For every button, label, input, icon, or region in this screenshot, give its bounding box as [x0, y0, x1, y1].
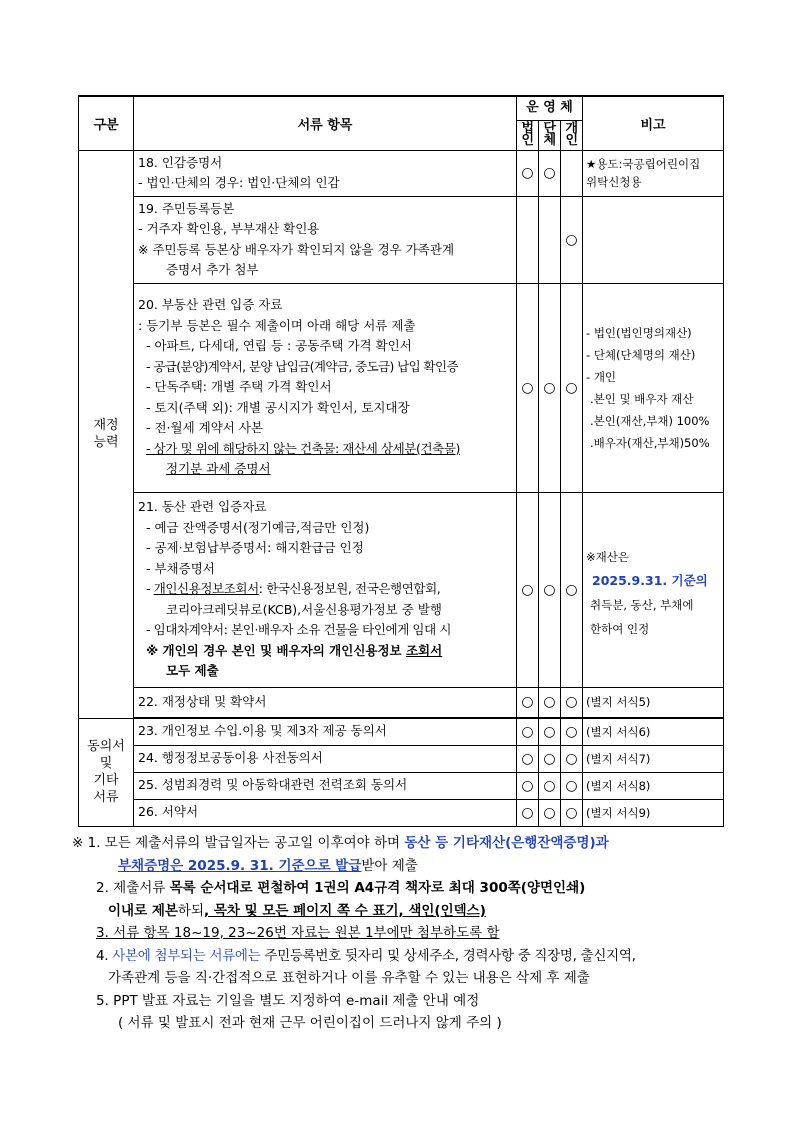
- item-26: 26. 서약서: [134, 799, 517, 826]
- mark-group: ○: [539, 283, 561, 492]
- table-row: [79, 150, 724, 196]
- note-4-cont: 가족관계 등을 직·간접적으로 표현하거나 이를 유추할 수 있는 내용은 삭제 후 제출: [108, 970, 590, 986]
- mark-person: ○: [561, 283, 583, 492]
- table-row: 24. 행정정보공동이용 사전동의서 ○ ○ ○ (별지 서식7): [79, 745, 724, 772]
- table-row: 25. 성범죄경력 및 아동학대관련 전력조회 동의서 ○ ○ ○ (별지 서식8): [79, 772, 724, 799]
- documents-table: [78, 95, 724, 827]
- remark-26: (별지 서식9): [583, 799, 724, 826]
- remark-24: (별지 서식7): [583, 745, 724, 772]
- header-item: 서류 항목: [134, 96, 517, 150]
- remark-22: (별지 서식5): [583, 687, 724, 717]
- table-row: [79, 196, 724, 283]
- category-finance: 재정 능력: [79, 150, 134, 718]
- table-row: [79, 492, 724, 687]
- note-4: 4. 사본에 첨부되는 서류에는 주민등록번호 뒷자리 및 상세주소, 경력사항 중 직장명, 출신지역,: [96, 947, 636, 964]
- item-18: 18. 인감증명서 - 법인·단체의 경우: 법인·단체의 인감: [134, 150, 517, 196]
- note-3: 3. 서류 항목 18~19, 23~26번 자료는 원본 1부에만 첨부하도록 함: [96, 925, 500, 941]
- mark-corp: ○: [517, 283, 539, 492]
- remark-23: (별지 서식6): [583, 718, 724, 745]
- table-row: 22. 재정상태 및 확약서 ○ ○ ○ (별지 서식5): [79, 687, 724, 717]
- note-5: 5. PPT 발표 자료는 기일을 별도 지정하여 e-mail 제출 안내 예정: [96, 992, 480, 1009]
- remark-21: ※재산은 2025.9.31. 기준의 취득분, 동산, 부채에 한하여 인정: [583, 492, 724, 687]
- header-category: 구분: [79, 96, 134, 150]
- remark-18: ★용도:국공립어린이집 위탁신청용: [583, 150, 724, 196]
- mark-group: ○: [539, 150, 561, 196]
- mark-corp: ○: [517, 150, 539, 196]
- mark-corp: ○: [517, 492, 539, 687]
- table-row: [79, 283, 724, 492]
- item-23: 23. 개인정보 수입.이용 및 제3자 제공 동의서: [134, 718, 517, 745]
- note-1-cont: 부채증명은 2025.9. 31. 기준으로 발급받아 제출: [118, 857, 418, 874]
- item-24: 24. 행정정보공동이용 사전동의서: [134, 745, 517, 772]
- header-entity-group2: 단체: [539, 120, 561, 150]
- mark-person: ○: [561, 196, 583, 283]
- item-22: 22. 재정상태 및 확약서: [134, 687, 517, 717]
- table-row: 26. 서약서 ○ ○ ○ (별지 서식9): [79, 799, 724, 826]
- category-consent: 동의서 및 기타 서류: [79, 718, 134, 826]
- remark-25: (별지 서식8): [583, 772, 724, 799]
- item-19: 19. 주민등록등본 - 거주자 확인용, 부부재산 확인용 ※ 주민등록 등본상 배우자가 확인되지 않을 경우 가족관계 증명서 추가 첨부: [134, 196, 517, 283]
- remark-20: - 법인(법인명의재산) - 단체(단체명의 재산) - 개인 .본인 및 배우자 재산 .본인(재산,부채) 100% .배우자(재산,부채)50%: [583, 283, 724, 492]
- header-entity-corp: 법인: [517, 120, 539, 150]
- note-2-cont: 이내로 제본하되, 목차 및 모든 페이지 쪽 수 표기, 색인(인덱스): [108, 902, 486, 919]
- mark-group: ○: [539, 492, 561, 687]
- mark-person: ○: [561, 492, 583, 687]
- note-5-cont: ( 서류 및 발표시 전과 현재 근무 어린이집이 드러나지 않게 주의 ): [118, 1015, 502, 1031]
- header-remark: 비고: [583, 96, 724, 150]
- item-20: 20. 부동산 관련 입증 자료 : 등기부 등본은 필수 제출이며 아래 해당 서류 제출 - 아파트, 다세대, 연립 등 : 공동주택 가격 확인서 - 공급(분양)계약서, 분양 납입금(계약금, 중도금) 납입 확인증 - 단독주택: 개별 주택 가격 확인서 - 토지(주택 외): 개별 공시지가 확인서, 토지대장 - 전·월세 계약서 사본 - 상가 및 위에 해당하지 않는 건축물: 재산세 상세분(건축물) 정기분 과세 증명서: [134, 283, 517, 492]
- item-25: 25. 성범죄경력 및 아동학대관련 전력조회 동의서: [134, 772, 517, 799]
- header-entity-person: 개인: [561, 120, 583, 150]
- item-21: 21. 동산 관련 입증자료 - 예금 잔액증명서(정기예금,적금만 인정) - 공제·보험납부증명서: 해지환급금 인정 - 부채증명서 - 개인신용정보조회서: 한국신용정보원, 전국은행연합회, 코리아크레딧뷰로(KCB),서울신용평가정보 중 발행 - 임대차계약서: 본인·배우자 소유 건물을 타인에게 임대 시 ※ 개인의 경우 본인 및 배우자의 개인신용정보 조회서 모두 제출: [134, 492, 517, 687]
- note-2: 2. 제출서류 목록 순서대로 편철하여 1권의 A4규격 책자로 최대 300쪽(양면인쇄): [96, 880, 586, 896]
- notes-section: [72, 832, 723, 1035]
- note-1: ※ 1. 모든 제출서류의 발급일자는 공고일 이후여야 하며 동산 등 기타재산(은행잔액증명)과: [72, 835, 609, 851]
- header-entity-group: 운 영 체: [517, 96, 583, 120]
- table-row: 동의서 및 기타 서류 23. 개인정보 수입.이용 및 제3자 제공 동의서 ○ ○ ○ (별지 서식6): [79, 718, 724, 745]
